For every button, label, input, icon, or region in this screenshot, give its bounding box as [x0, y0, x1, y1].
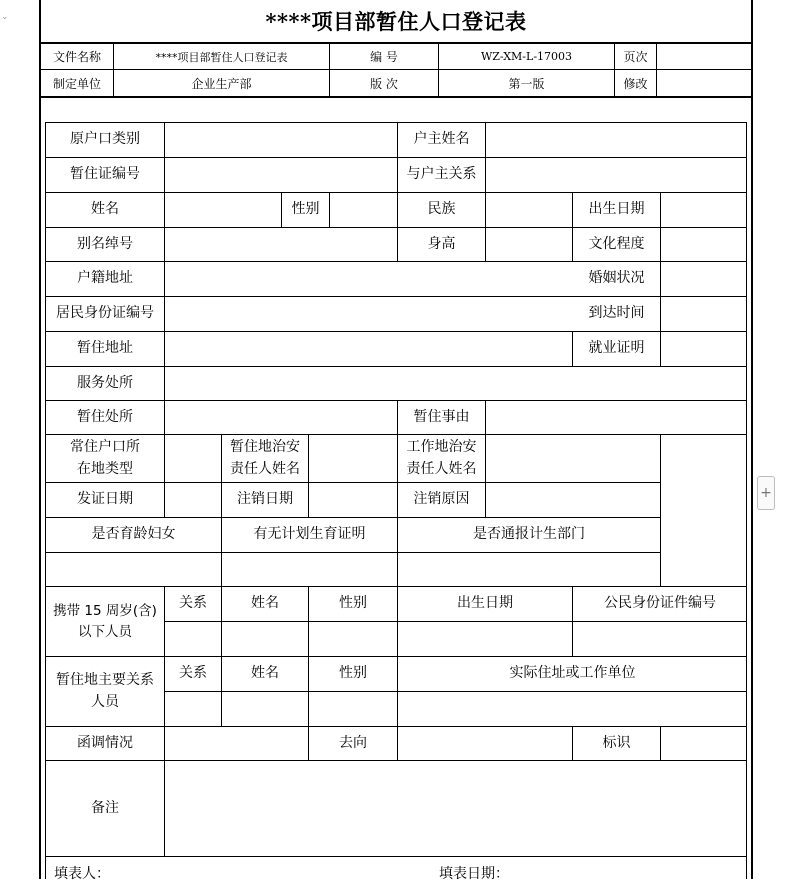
mark-label: 标识: [573, 727, 661, 761]
relation-householder-label: 与户主关系: [398, 158, 486, 193]
family-planning-cert-label: 有无计划生育证明: [222, 518, 398, 553]
actual-address-field[interactable]: [398, 692, 747, 727]
relations-relation-field[interactable]: [165, 692, 222, 727]
temp-security-person-field[interactable]: [309, 435, 398, 483]
children-birth-field[interactable]: [398, 622, 573, 657]
number-value: WZ-XM-L-17003: [439, 44, 615, 70]
name-label: 姓名: [46, 193, 165, 228]
page-title: ****项目部暂住人口登记表: [41, 0, 751, 44]
education-field[interactable]: [661, 228, 747, 262]
children-gender-header: 性别: [309, 587, 398, 622]
relations-name-field[interactable]: [222, 692, 309, 727]
issue-date-label: 发证日期: [46, 483, 165, 518]
childbearing-woman-label: 是否育龄妇女: [46, 518, 222, 553]
registration-form: [45, 122, 747, 882]
children-citizen-id-field[interactable]: [573, 622, 747, 657]
marital-label: 婚姻状况: [573, 262, 661, 297]
height-field[interactable]: [486, 228, 573, 262]
arrival-time-label: 到达时间: [573, 297, 661, 332]
cancel-date-field[interactable]: [309, 483, 398, 518]
file-name-label: 文件名称: [41, 44, 114, 70]
relations-name-header: 姓名: [222, 657, 309, 692]
edition-value: 第一版: [439, 70, 615, 96]
temp-address-field[interactable]: [165, 332, 573, 367]
unit-label: 制定单位: [41, 70, 114, 96]
children-citizen-id-header: 公民身份证件编号: [573, 587, 747, 622]
revise-value: [657, 70, 751, 96]
children-name-header: 姓名: [222, 587, 309, 622]
permit-no-field[interactable]: [165, 158, 398, 193]
cancel-reason-field[interactable]: [486, 483, 661, 518]
children-relation-field[interactable]: [165, 622, 222, 657]
page-value: [657, 44, 751, 70]
service-place-field[interactable]: [165, 367, 747, 401]
remarks-field[interactable]: [165, 761, 747, 857]
alias-field[interactable]: [165, 228, 398, 262]
temp-address-label: 暂住地址: [46, 332, 165, 367]
merged-blank-cell: [661, 435, 747, 587]
id-no-label: 居民身份证编号: [46, 297, 165, 332]
arrival-time-field[interactable]: [661, 297, 747, 332]
marital-field[interactable]: [661, 262, 747, 297]
birth-date-field[interactable]: [661, 193, 747, 228]
employment-cert-label: 就业证明: [573, 332, 661, 367]
children-gender-field[interactable]: [309, 622, 398, 657]
gender-label: 性别: [282, 193, 330, 228]
alias-label: 别名绰号: [46, 228, 165, 262]
filler-label: 填表人：: [54, 866, 110, 882]
height-label: 身高: [398, 228, 486, 262]
issue-date-field[interactable]: [165, 483, 222, 518]
relation-householder-field[interactable]: [486, 158, 747, 193]
ethnicity-label: 民族: [398, 193, 486, 228]
revise-label: 修改: [615, 70, 657, 96]
expand-panel-button[interactable]: [757, 476, 775, 510]
orig-hukou-type-label: 原户口类别: [46, 123, 165, 158]
letter-status-field[interactable]: [165, 727, 309, 761]
temp-place-label: 暂住处所: [46, 401, 165, 435]
householder-name-field[interactable]: [486, 123, 747, 158]
children-birth-header: 出生日期: [398, 587, 573, 622]
temp-reason-field[interactable]: [486, 401, 747, 435]
birth-date-label: 出生日期: [573, 193, 661, 228]
family-planning-cert-field[interactable]: [222, 553, 398, 587]
mark-field[interactable]: [661, 727, 747, 761]
name-field[interactable]: [165, 193, 282, 228]
header-divider: [41, 96, 751, 98]
childbearing-woman-field[interactable]: [46, 553, 222, 587]
work-security-person-label: 工作地治安 责任人姓名: [398, 435, 486, 483]
corner-marker-icon: ⌄: [1, 12, 9, 22]
fill-date-label: 填表日期：: [439, 866, 509, 882]
number-label: 编 号: [330, 44, 439, 70]
ethnicity-field[interactable]: [486, 193, 573, 228]
children-name-field[interactable]: [222, 622, 309, 657]
work-security-person-field[interactable]: [486, 435, 661, 483]
cancel-reason-label: 注销原因: [398, 483, 486, 518]
main-relations-label: 暂住地主要关系 人员: [46, 657, 165, 727]
permit-no-label: 暂住证编号: [46, 158, 165, 193]
relations-gender-header: 性别: [309, 657, 398, 692]
relations-relation-header: 关系: [165, 657, 222, 692]
temp-place-field[interactable]: [165, 401, 398, 435]
unit-value: 企业生产部: [114, 70, 330, 96]
employment-cert-field[interactable]: [661, 332, 747, 367]
file-name-value: ****项目部暂住人口登记表: [114, 44, 330, 70]
notify-fp-dept-label: 是否通报计生部门: [398, 518, 661, 553]
perm-hukou-type-field[interactable]: [165, 435, 222, 483]
education-label: 文化程度: [573, 228, 661, 262]
domicile-label: 户籍地址: [46, 262, 165, 297]
destination-field[interactable]: [398, 727, 573, 761]
perm-hukou-type-label: 常住户口所 在地类型: [46, 435, 165, 483]
relations-gender-field[interactable]: [309, 692, 398, 727]
plus-icon: +: [760, 485, 772, 501]
temp-reason-label: 暂住事由: [398, 401, 486, 435]
orig-hukou-type-field[interactable]: [165, 123, 398, 158]
children-relation-header: 关系: [165, 587, 222, 622]
service-place-label: 服务处所: [46, 367, 165, 401]
children-label: 携带 15 周岁(含) 以下人员: [46, 587, 165, 657]
notify-fp-dept-field[interactable]: [398, 553, 661, 587]
gender-field[interactable]: [330, 193, 398, 228]
destination-label: 去向: [309, 727, 398, 761]
cancel-date-label: 注销日期: [222, 483, 309, 518]
page-label: 页次: [615, 44, 657, 70]
edition-label: 版 次: [330, 70, 439, 96]
temp-security-person-label: 暂住地治安 责任人姓名: [222, 435, 309, 483]
actual-address-header: 实际住址或工作单位: [398, 657, 747, 692]
householder-name-label: 户主姓名: [398, 123, 486, 158]
letter-status-label: 函调情况: [46, 727, 165, 761]
remarks-label: 备注: [46, 761, 165, 857]
